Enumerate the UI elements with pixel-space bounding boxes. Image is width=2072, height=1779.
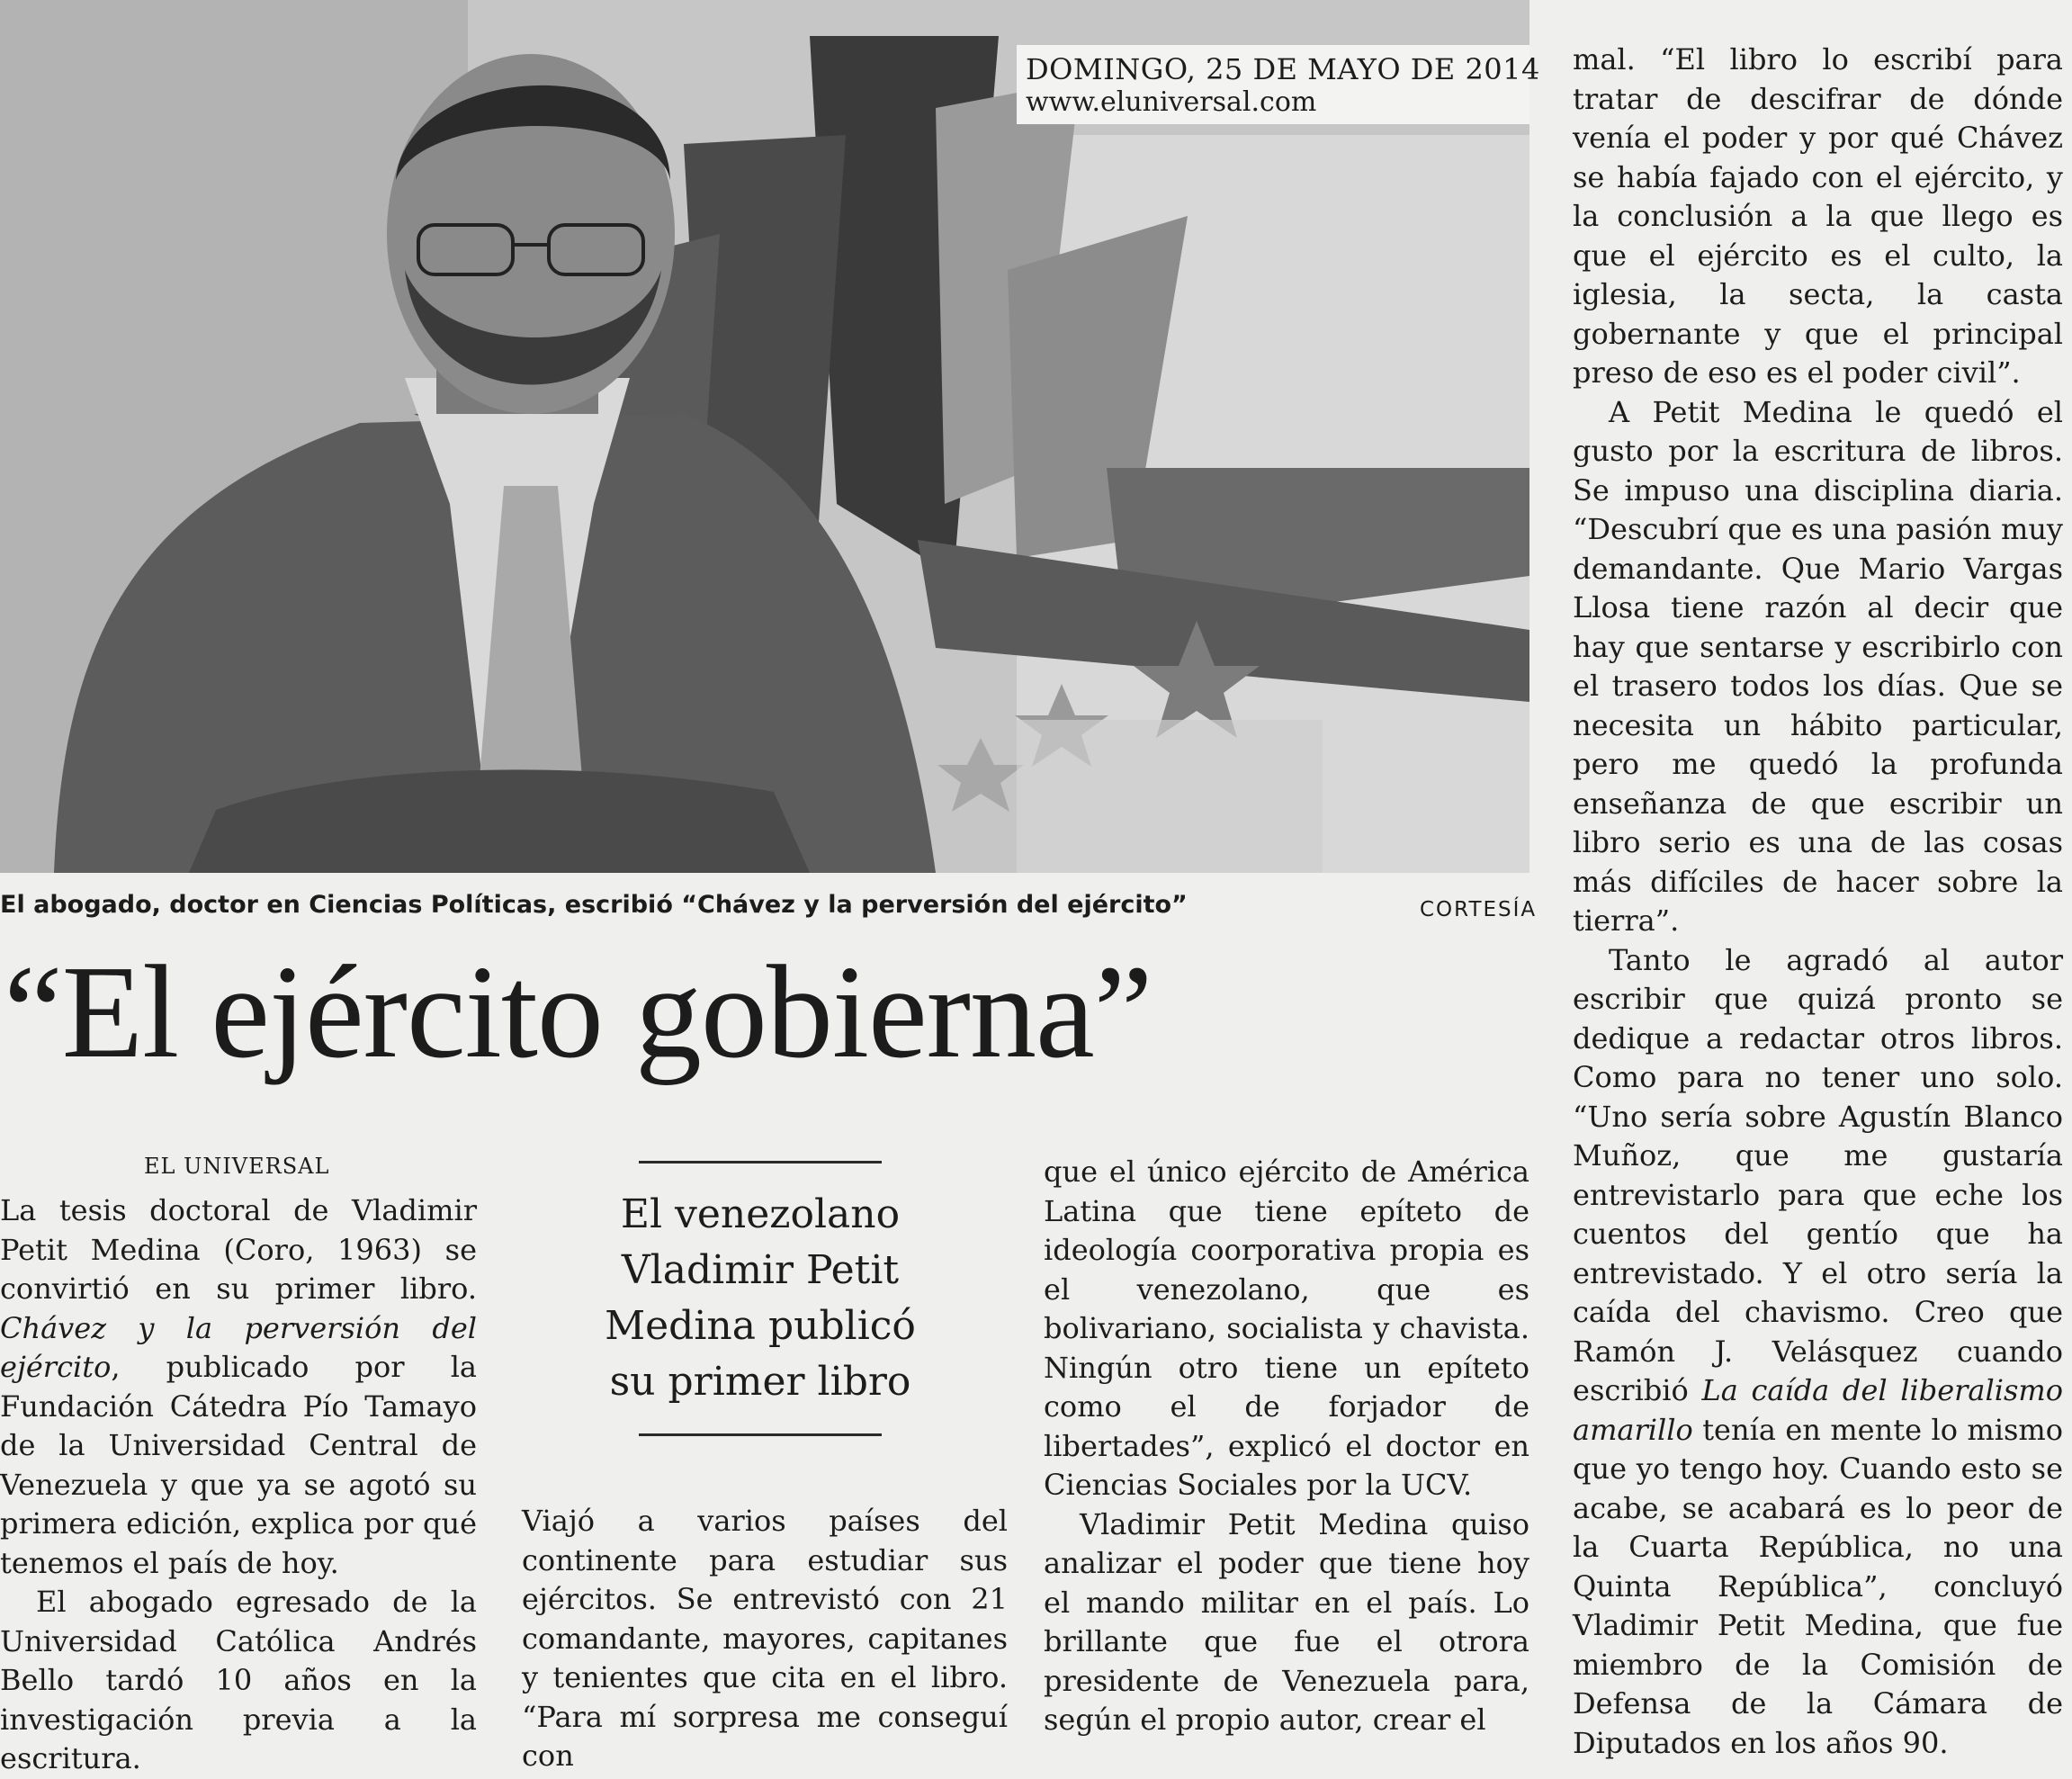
pull-quote-text: El venezolano Vladimir Petit Medina publicó su primer libro — [605, 1191, 916, 1405]
portrait-illustration — [0, 0, 1540, 873]
text-run: tenía en mente lo mismo que yo tengo hoy. Cuando esto se acabe, se acabará es lo peor de la Cuarta República, no una Quinta República”, concluyó Vladimir Petit Medina, que fue miembro de la Comisión de Defensa de la Cámara de Diputados en los años 90. — [1573, 1412, 2063, 1760]
column-1 — [0, 1191, 477, 1779]
photo-caption: El abogado, doctor en Ciencias Políticas, escribió “Chávez y la perversión del ejército” — [0, 891, 1188, 919]
book-title: Chávez y la perversión del ejército — [0, 1310, 477, 1384]
paragraph: mal. “El libro lo escribí para tratar de descifrar de dónde venía el poder y por qué Chávez se había fajado con el ejército, y la conclusión a la que llego es que el ejército es el culto, la iglesia, la secta, la casta gobernante y que el principal preso de eso es el poder civil”. — [1573, 42, 2063, 390]
paragraph: El abogado egresado de la Universidad Católica Andrés Bello tardó 10 años en la investigación previa a la escritura. — [0, 1585, 477, 1775]
paragraph: A Petit Medina le quedó el gusto por la escritura de libros. Se impuso una disciplina diaria. “Descubrí que es una pasión muy demandante. Que Mario Vargas Llosa tiene razón al decir que hay que sentarse y escribirlo con el trasero todos los días. Que se necesita un hábito particular, pero me quedó la profunda enseñanza de que escribir un libro serio es una de las cosas más difíciles de hacer sobre la tierra”. — [1573, 394, 2063, 938]
paragraph: Viajó a varios países del continente para estudiar sus ejércitos. Se entrevistó con 21 comandante, mayores, capitanes y tenientes que cita en el libro. “Para mí sorpresa me conseguí con — [522, 1504, 1008, 1773]
column-3 — [1044, 1153, 1529, 1740]
headline: “El ejército gobierna” — [4, 939, 1153, 1086]
text-run: La tesis doctoral de Vladimir Petit Medina (Coro, 1963) se convirtió en su primer libro. — [0, 1193, 477, 1306]
pull-quote — [576, 1161, 945, 1436]
text-run: Tanto le agradó al autor escribir que quizá pronto se dedique a redactar otros libros. Como para no tener uno solo. “Uno sería sobre Agustín Blanco Muñoz, que me gustaría entrevistarlo para que eche los cuentos del gentío que ha entrevistado. Y el otro sería la caída del chavismo. Creo que Ramón J. Velásquez cuando escribió — [1573, 942, 2063, 1407]
issue-date: DOMINGO, 25 DE MAYO DE 2014 — [1026, 52, 1540, 86]
paragraph — [0, 1191, 477, 1583]
paragraph: Vladimir Petit Medina quiso analizar el poder que tiene hoy el mando militar en el país. Lo brillante que fue el otrora presidente de Venezuela para, según el propio autor, crear el — [1044, 1506, 1529, 1737]
article-photo — [0, 0, 1540, 873]
book-title: La caída del liberalismo amarillo — [1573, 1373, 2064, 1447]
photo-credit: CORTESÍA — [1420, 898, 1538, 921]
site-url: www.eluniversal.com — [1026, 86, 1317, 118]
column-2 — [522, 1502, 1008, 1776]
paragraph: que el único ejército de América Latina que tiene epíteto de ideología coorporativa propia es el venezolano, que es bolivariano, socialista y chavista. Ningún otro tiene un epíteto como el de forjador de libertades”, explicó el doctor en Ciencias Sociales por la UCV. — [1044, 1155, 1529, 1502]
divider — [639, 1433, 882, 1436]
byline: EL UNIVERSAL — [144, 1154, 330, 1179]
text-run: , publicado por la Fundación Cátedra Pío Tamayo de la Universidad Central de Venezuela y que ya se agotó su primera edición, explica por qué tenemos el país de hoy. — [0, 1350, 477, 1580]
column-4 — [1573, 40, 2063, 1763]
dateline-box — [1017, 45, 1540, 124]
paragraph — [1573, 941, 2063, 1764]
